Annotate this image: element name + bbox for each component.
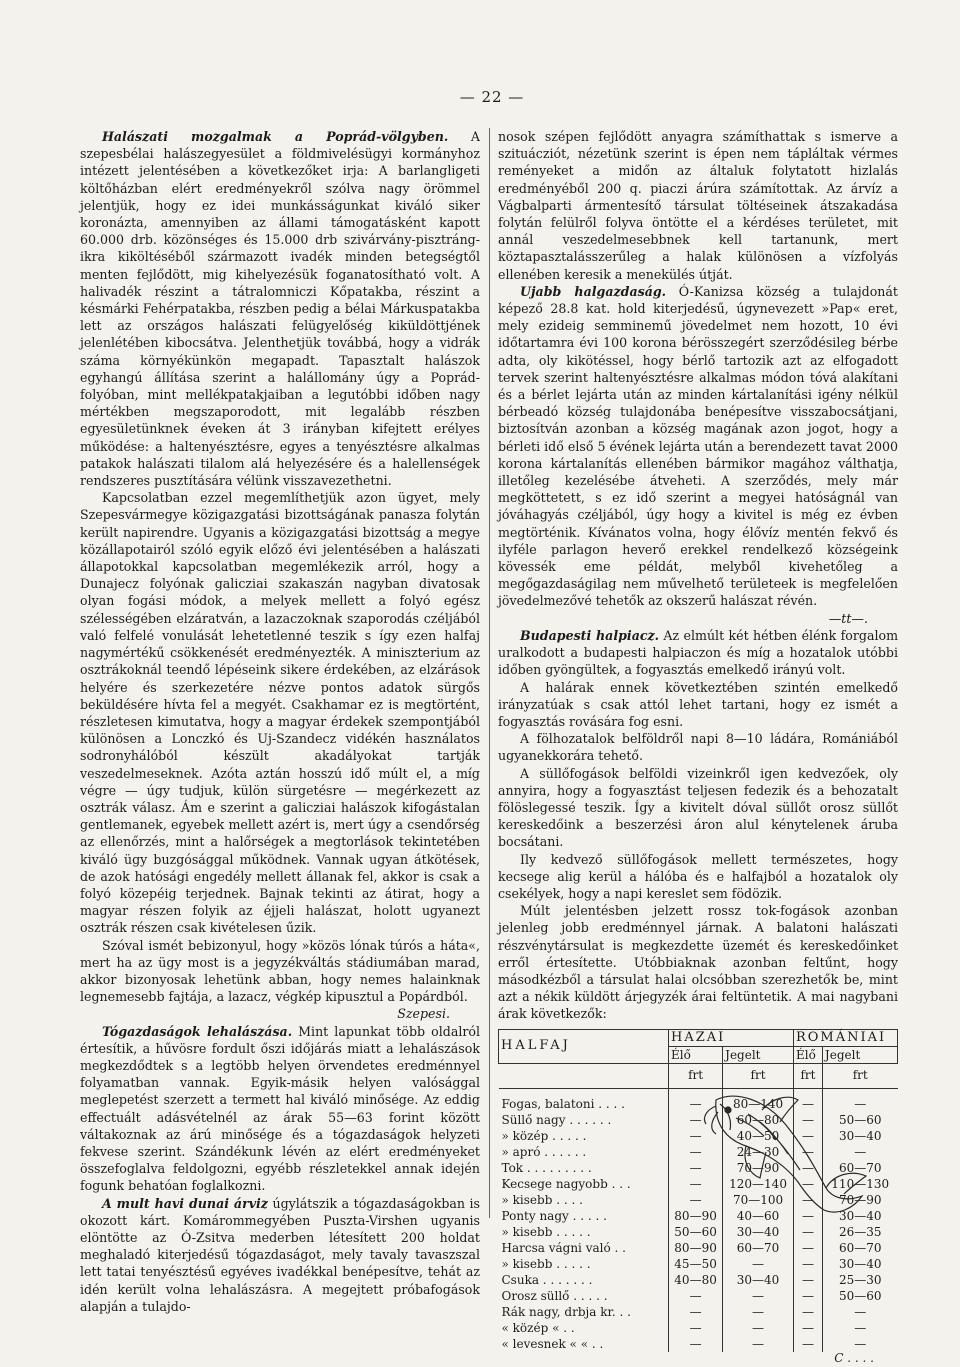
price-cell: 50—60 <box>822 1112 897 1128</box>
price-cell: 30—40 <box>723 1272 794 1288</box>
price-cell: — <box>793 1320 822 1336</box>
price-cell: 120—140 <box>723 1176 794 1192</box>
price-cell: — <box>669 1304 723 1320</box>
price-cell: — <box>669 1336 723 1352</box>
carp-illustration <box>676 1070 876 1220</box>
price-cell: 60—80 <box>723 1112 794 1128</box>
price-cell: — <box>822 1320 897 1336</box>
price-cell: — <box>822 1144 897 1160</box>
price-cell: 40—80 <box>669 1272 723 1288</box>
paragraph <box>498 765 898 851</box>
price-cell: 40—50 <box>723 1128 794 1144</box>
col-header-jegelt: Jegelt <box>723 1046 794 1063</box>
price-cell: — <box>669 1288 723 1304</box>
fish-name-cell: Harcsa vágni való . . <box>501 1240 626 1255</box>
article-heading: Tógazdaságok lehalászása. <box>102 1023 293 1039</box>
price-cell: — <box>793 1160 822 1176</box>
unit-cell: frt <box>723 1063 794 1088</box>
article-heading: Halászati mozgalmak a Poprád-völgyben. <box>102 129 449 144</box>
fish-name-cell: Ponty nagy . . . . . <box>501 1208 607 1223</box>
paragraph-text: A szepesbélai halászegyesület a földmivelésügyi kormányhoz intézett jelentésében a következőket irja: A barlangligeti költőházban elért eredményekről szólva nagy örömmel jelentjük, hogy ez idei munkásságunkat kiváló siker koronázta, amennyiben az állami támogatásként kapott 60.000 drb. közönséges és 15.000 drb szivárvány-pisztráng-ikra kiköltéséből származott ivadék minden betegségtől menten fejlődött, mig kihelyezésük foganatosítható volt. A halivadék részint a tátralomniczi Kőpatakba, részint a késmárki Fehérpatakba, részben pedig a bélai Márkuspatakba lett az országos halászati felügyelőség kiküldöttjének jelenlétében kibocsátva. Jelenthetjük továbbá, hogy a vidrák száma környékünkön megapadt. Tapasztalt halászok egyhangú állítása szerint a halállomány úgy a Poprád-folyóban, mint mellékpatakjaiban a legutóbbi időben nagy mértékben megszaporodott, mit legalább részben egyesületünknek éveken át 3 irányban kifejtett erélyes működése: a haltenyésztésre, egyes a tenyésztésre alkalmas patakok halászati tilalom alá helyezésére és a halellenségek rendszeres pusztítására vélünk visszavezethetni. <box>80 129 480 489</box>
table-row <box>499 1256 898 1272</box>
price-cell: 70—90 <box>723 1160 794 1176</box>
unit-cell: frt <box>822 1063 897 1088</box>
paragraph-text: Ó-Kanizsa község a tulajdonát képező 28.8 kat. hold kiterjedésű, úgynevezett »Pap« eret, mely ezideig semminemű jövedelmet nem hozott, 10 évi időtartamra évi 100 korona bérösszegért szerződésileg bérbe adta, oly kikötéssel, hogy bérlő tartozik azt az elfogadott tervek szerint haltenyésztésre alkalmas módon tóvá alakítani és a bérlet lejárta után az minden kártalanítási igény nélkül bérbeadó község tulajdonába benépesítve visszabocsátjani, biztosítván azonban a község magának azon jogot, hogy a bérleti idő első 5 évének lejárta után a berendezett tavat 2000 korona kártalanítás ellenében bármikor magához válthatja, illetőleg kezelésébe átveheti. A szerződés, mely már megköttetett, s ez idő szerint a megyei hatóságnál van jóváhagyás czéljából, úgy hogy a kivitel is még ez évben megtörténik. Kívánatos volna, hogy élővíz mentén fekvő és ilyféle parlagon heverő erekkel rendelkező községeink kövessék eme példát, melyből kivehetőleg a megőgazdaságilag nem művelhető területeek is megfelelően jövedelmezővé tehetők az okszerű halászat révén. <box>498 283 898 609</box>
col-header-hazai: HAZAI <box>669 1029 794 1046</box>
paragraph-text: Szóval ismét bebizonyul, hogy »közös lónak túrós a háta«, mert ha az ügy most is a jegyzékváltás stádiumában marad, akkor bizonyosak lehetünk abban, hogy nemes halainknak legnemesebb fajtája, a lazacz, végkép kipusztul a Popárdból. <box>80 937 480 1005</box>
price-cell: — <box>793 1176 822 1192</box>
price-cell: — <box>723 1288 794 1304</box>
fish-name-cell: » kisebb . . . . . <box>501 1256 591 1271</box>
fish-name-cell: Orosz süllő . . . . . <box>501 1288 608 1303</box>
price-cell: 26—35 <box>822 1224 897 1240</box>
price-cell: — <box>793 1144 822 1160</box>
price-cell: 24—30 <box>723 1144 794 1160</box>
price-cell: 45—50 <box>669 1256 723 1272</box>
fish-name-cell: Süllő nagy . . . . . . <box>501 1112 612 1127</box>
price-cell: — <box>793 1208 822 1224</box>
paragraph-text: nosok szépen fejlődött anyagra számíthattak s ismerve a szituácziót, nézetünk szerint is épen nem tápláltak vérmes reményeket a midőn az általuk folytatott hizlalás eredményéből 200 q. piaczi árúra számítottak. Az árvíz a Vágbalparti ármentesítő társulat töltéseinek átszakadása folytán felülről folyva öntötte el a kérdéses területet, mit annál veszedelmesebbnek kell tartanunk, mert köztapasztalásszerűleg a halak különösen a vízfolyás ellenében keresik a menekülés útját. <box>498 129 898 282</box>
paragraph-text: A süllőfogások belföldi vizeinkről igen kedvezőek, oly annyira, hogy a fogyasztást teljesen fedezik és a behozatalt fölöslegessé teszik. Így a kivitelt dóval süllőt orosz süllőt kereskedőink a beszerzési áron alul kénytelenek áruba bocsátani. <box>498 765 898 850</box>
price-cell: — <box>822 1304 897 1320</box>
paragraph-text: Múlt jelentésben jelzett rossz tok-fogások azonban jelenleg jobb eredménnyel járnak. A balatoni halászati részvénytársulat is megkezdette üzemét és kereskedőinket erről értesítette. Utóbbiaknak azonban feltűnt, hogy másodkézből a társulat halai olcsóbban szerezhetők be, mint azt a nékik küldött árjegyzék árai feltüntetik. A mai nagybani árak következők: <box>498 903 898 1022</box>
paragraph-text: úgylátszik a tógazdaságokban is okozott kárt. Komárommegyében Puszta-Virshen ugyanis elöntötte az Ó-Zsitva mederben létesített 200 holdat meghaladó kiterjedésű tógazdaságot, mely tavaly tavaszszal lett tatai tenyésztésű egyéves ivadékkal benépesítve, tehát az idén került volna lehalászásra. A megejtett próbafogások alapján a tulajdo- <box>80 1195 481 1314</box>
price-cell: — <box>822 1336 897 1352</box>
price-cell: — <box>669 1128 723 1144</box>
fish-name-cell: » apró . . . . . . <box>501 1144 587 1159</box>
article-heading: A mult havi dunai árviz <box>102 1195 268 1211</box>
paragraph-text: Az elmúlt két hétben élénk forgalom uralkodott a budapesti halpiaczon és míg a hozatalok utóbbi időben gyöngültek, a fogyasztás emelkedő irányú volt. <box>498 627 899 678</box>
paragraph <box>80 1023 480 1195</box>
price-cell: — <box>723 1320 794 1336</box>
fish-name-cell: Rák nagy, drbja kr. . . <box>501 1304 631 1319</box>
table-row <box>499 1272 898 1288</box>
paragraph <box>498 902 898 1022</box>
paragraph-text: A halárak ennek következtében szintén emelkedő irányzatúak s csak attól lehet tartani, hogy ez ismét a fogyasztás rovására fog esni. <box>498 679 898 729</box>
price-cell: 80—90 <box>669 1208 723 1224</box>
price-cell: 50—60 <box>822 1288 897 1304</box>
paragraph-text: A fölhozatalok belföldről napi 8—10 ládára, Romániából ugyanekkorára tehető. <box>498 731 898 764</box>
paragraph <box>498 851 898 903</box>
unit-cell: frt <box>793 1063 822 1088</box>
price-cell: 70—90 <box>822 1192 897 1208</box>
col-header-elo: Élő <box>669 1046 723 1063</box>
price-cell: 30—40 <box>723 1224 794 1240</box>
price-cell: — <box>669 1160 723 1176</box>
paragraph <box>80 937 480 1006</box>
price-cell: — <box>793 1288 822 1304</box>
price-cell: 30—40 <box>822 1208 897 1224</box>
right-column-text <box>498 128 898 1023</box>
paragraph <box>498 679 898 731</box>
price-cell: — <box>669 1144 723 1160</box>
table-row <box>499 1224 898 1240</box>
price-cell: — <box>793 1128 822 1144</box>
table-row <box>499 1304 898 1320</box>
col-header-elo: Élő <box>793 1046 822 1063</box>
price-cell: — <box>793 1224 822 1240</box>
fish-name-cell: Csuka . . . . . . . <box>501 1272 593 1287</box>
col-header-jegelt: Jegelt <box>822 1046 897 1063</box>
fish-name-cell: « levesnek « « . . <box>501 1336 604 1351</box>
table-row <box>499 1240 898 1256</box>
price-cell: 50—60 <box>669 1224 723 1240</box>
signature: —tt—. <box>828 610 868 626</box>
price-cell: — <box>793 1256 822 1272</box>
price-cell: 60—70 <box>822 1160 897 1176</box>
price-cell: — <box>669 1176 723 1192</box>
article-heading: Ujabb halgazdaság. <box>520 283 667 299</box>
price-cell: 60—70 <box>723 1240 794 1256</box>
paragraph <box>80 1195 480 1315</box>
table-row <box>499 1320 898 1336</box>
fish-name-cell: » közép . . . . . <box>501 1128 587 1143</box>
price-cell: 60—70 <box>822 1240 897 1256</box>
paragraph <box>80 489 480 936</box>
continued-mark: C . . . . <box>834 1350 874 1365</box>
price-cell: — <box>723 1304 794 1320</box>
price-cell: — <box>822 1088 897 1112</box>
fish-name-cell: » kisebb . . . . <box>501 1192 583 1207</box>
table-row <box>499 1288 898 1304</box>
page-number: — 22 — <box>459 88 525 106</box>
price-cell: — <box>793 1304 822 1320</box>
price-cell: — <box>669 1320 723 1336</box>
fish-name-cell: » kisebb . . . . . <box>501 1224 591 1239</box>
article-heading: Budapesti halpiacz. <box>520 627 660 643</box>
col-header-halfaj: HALFAJ <box>499 1029 669 1063</box>
price-cell: 80—90 <box>669 1240 723 1256</box>
price-cell: — <box>669 1112 723 1128</box>
price-cell: 30—40 <box>822 1256 897 1272</box>
col-header-romaniai: ROMÁNIAI <box>793 1029 897 1046</box>
price-cell: 40—60 <box>723 1208 794 1224</box>
left-column <box>80 128 480 1315</box>
price-cell: — <box>669 1192 723 1208</box>
price-cell: — <box>793 1272 822 1288</box>
paragraph <box>498 730 898 764</box>
price-cell: — <box>793 1112 822 1128</box>
fish-name-cell: Tok . . . . . . . . . <box>501 1160 592 1175</box>
price-cell: — <box>723 1256 794 1272</box>
price-cell: — <box>723 1336 794 1352</box>
paragraph-text: Mint lapunkat több oldalról értesítik, a hűvösre fordult őszi időjárás miatt a lehalászások megkezdődtek s a legtöbb helyen örvendetes eredménnyel folyamatban vannak. Egyik-másik helyen valósággal meglepetést szerzett a termett hal kiváló minősége. Az eddig effectuált adásvételnél az árak 55—63 forint között váltakoznak az árú minősége és a tógazdaságok helyzeti fekvese szerint. Szándékunk lévén az elért eredményeket összefoglalva feldolgozni, egyébb részletekkel annak idején fogunk behatóan foglalkozni. <box>80 1023 480 1194</box>
price-cell: — <box>793 1240 822 1256</box>
price-cell: — <box>793 1088 822 1112</box>
signature: Szepesi. <box>397 1006 450 1022</box>
price-cell: — <box>793 1336 822 1352</box>
paragraph <box>498 128 898 283</box>
paragraph <box>80 128 480 489</box>
column-divider <box>489 128 490 1218</box>
paragraph <box>498 283 898 610</box>
fish-name-cell: « közép « . . <box>501 1320 575 1335</box>
paragraph <box>498 627 898 679</box>
price-cell: — <box>669 1088 723 1112</box>
price-cell: 80—140 <box>723 1088 794 1112</box>
unit-cell: frt <box>669 1063 723 1088</box>
price-cell: 30—40 <box>822 1128 897 1144</box>
paragraph-text: Ily kedvező süllőfogások mellett természetes, hogy kecsege alig kerül a hálóba és e halfajból a hozatalok oly csekélyek, hogy a napi kereslet sem födözik. <box>498 851 898 901</box>
price-cell: — <box>793 1192 822 1208</box>
fish-name-cell: Fogas, balatoni . . . . <box>501 1096 625 1111</box>
price-cell: 70—100 <box>723 1192 794 1208</box>
fish-name-cell: Kecsege nagyobb . . . <box>501 1176 631 1191</box>
price-cell: 110—130 <box>822 1176 897 1192</box>
paragraph-text: Kapcsolatban ezzel megemlíthetjük azon ügyet, mely Szepesvármegye közigazgatási bizottságának panasza folytán került napirendre. Ugyanis a közigazgatási bizottság a megye közállapotairól szóló egyik előző évi jelentésében a halászati állapotokkal kapcsolatban megemlékezik arról, hogy a Dunajecz folyónak galicziai szakaszán nagyban divatosak olyan fogási módok, a melyek mellett a folyó egész szélességében elzáratván, a lazaczoknak szaporodás czéljából való felfelé vonulását lehetetlenné teszik s így ezen halfaj nagymértékű csökkenését eredményezték. A miniszterium az osztrákoknál teendő lépéseink sikere érdekében, az elzárások helyére és szerkezetére nézve pontos adatok sürgős beküldésére hívta fel a megyét. Csakhamar ez is megtörtént, részletesen kimutatva, hogy a magyar érdekek szempontjából különösen a Lonczkó és Uj-Szandecz vidékén használatos sodronyhálóból készült akadályokat tartják veszedelmeseknek. Azóta aztán hosszú idő múlt el, a míg végre — úgy tudjuk, külön sürgetésre — megérkezett az osztrák válasz. Ám e szerint a galicziai halászok kifogástalan gentlemanek, egyebek mellett azért is, mert úgy a csendőrség az ellenőrzés, mint a halőrségek a megtorlások tekintetében kiváló ügy buzgósággal működnek. Vannak ugyan átkötések, de azok hatósági engedély mellett állanak fel, akkor is csak a folyó közepéig terjednek. Bajnak tekinti az átirat, hogy a magyar részen folyik az éjjeli halászat, holott ugyanezt osztrák részen csak kivételesen űzik. <box>80 490 480 936</box>
price-cell: 25—30 <box>822 1272 897 1288</box>
